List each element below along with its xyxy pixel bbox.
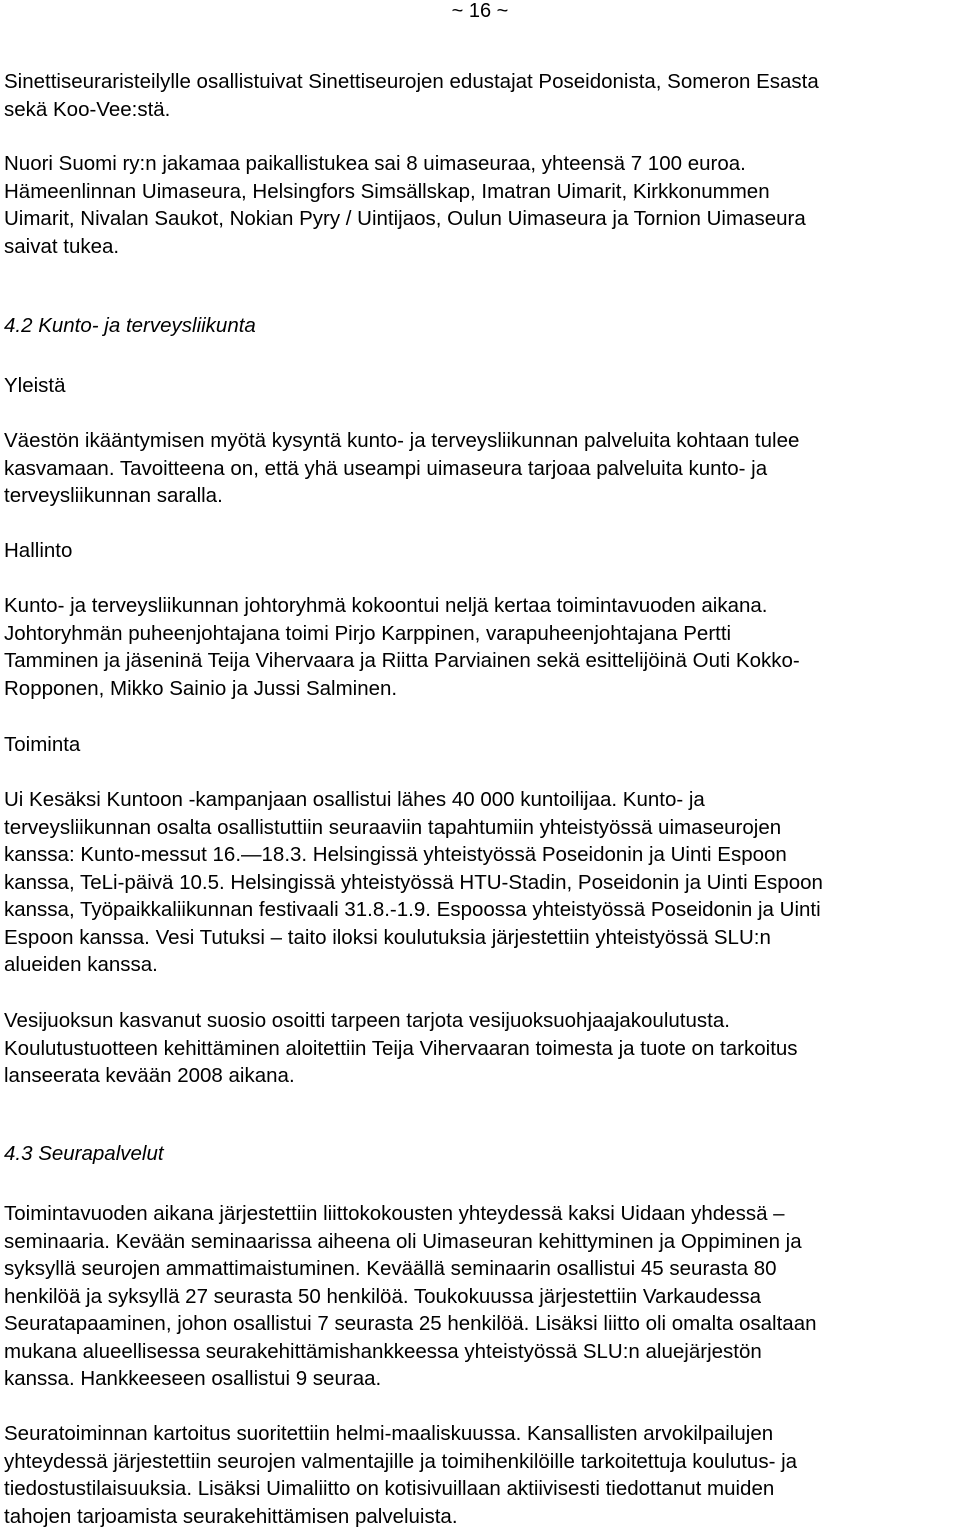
subheading-hallinto: Hallinto xyxy=(4,539,73,562)
subheading-toiminta: Toiminta xyxy=(4,733,81,756)
paragraph-paikallistuki: Nuori Suomi ry:n jakamaa paikallistukea sai 8 uimaseuraa, yhteensä 7 100 euroa. Hämeenlinnan Uimaseura, Helsingfors Simsällskap, Imatran Uimarit, Kirkkonummen Uimarit, Nivalan Saukot, Nokian Pyry / Uintijaos, Oulun Uimaseura ja Tornion Uimaseura saivat tukea. xyxy=(4,152,806,258)
paragraph-yleista: Väestön ikääntymisen myötä kysyntä kunto- ja terveysliikunnan palveluita kohtaan tulee kasvamaan. Tavoitteena on, että yhä useampi uimaseura tarjoaa palveluita kunto- ja terveysliikunnan saralla. xyxy=(4,429,800,507)
paragraph-seminaarit: Toimintavuoden aikana järjestettiin liittokokousten yhteydessä kaksi Uidaan yhdessä – seminaaria. Kevään seminaarissa aiheena oli Uimaseuran kehittyminen ja Oppiminen ja syksyllä seurojen ammattimaistuminen. Keväällä seminaarin osallistui 45 seurasta 80 henkilöä ja syksyllä 27 seurasta 50 henkilöä. Toukokuussa järjestettiin Varkaudessa Seuratapaaminen, johon osallistui 7 seurasta 25 henkilöä. Lisäksi liitto oli omalta osaltaan mukana alueellisessa seurakehittämishankkeessa yhteistyössä SLU:n aluejärjestön kanssa. Hankkeeseen osallistui 9 seuraa. xyxy=(4,1202,817,1390)
page-number: ~ 16 ~ xyxy=(451,0,509,22)
paragraph-hallinto: Kunto- ja terveysliikunnan johtoryhmä kokoontui neljä kertaa toimintavuoden aikana. Johtoryhmän puheenjohtajana toimi Pirjo Karppinen, varapuheenjohtajana Pertti Tamminen ja jäseninä Teija Vihervaara ja Riitta Parviainen sekä esittelijöinä Outi Kokko- Ropponen, Mikko Sainio ja Jussi Salminen. xyxy=(4,594,800,700)
paragraph-kartoitus: Seuratoiminnan kartoitus suoritettiin helmi-maaliskuussa. Kansallisten arvokilpailujen yhteydessä järjestettiin seurojen valmentajille ja toimihenkilöille tarkoitettuja koulutus- ja tiedostustilaisuuksia. Lisäksi Uimaliitto on kotisivuillaan aktiivisesti tiedottanut muiden tahojen tarjoamista seurakehittämisen palveluista. xyxy=(4,1422,798,1528)
section-heading-4-2: 4.2 Kunto- ja terveysliikunta xyxy=(4,314,256,337)
section-heading-4-3: 4.3 Seurapalvelut xyxy=(4,1142,164,1165)
paragraph-sinettiseurat: Sinettiseuraristeilylle osallistuivat Sinettiseurojen edustajat Poseidonista, Someron Esasta sekä Koo-Vee:stä. xyxy=(4,70,819,121)
paragraph-vesijuoksu: Vesijuoksun kasvanut suosio osoitti tarpeen tarjota vesijuoksuohjaajakoulutusta. Koulutustuotteen kehittäminen aloitettiin Teija Vihervaaran toimesta ja tuote on tarkoitus lanseerata kevään 2008 aikana. xyxy=(4,1009,798,1087)
paragraph-toiminta: Ui Kesäksi Kuntoon -kampanjaan osallistui lähes 40 000 kuntoilijaa. Kunto- ja terveysliikunnan osalta osallistuttiin seuraaviin tapahtumiin yhteistyössä uimaseurojen kanssa: Kunto-messut 16.—18.3. Helsingissä yhteistyössä Poseidonin ja Uinti Espoon kanssa, TeLi-päivä 10.5. Helsingissä yhteistyössä HTU-Stadin, Poseidonin ja Uinti Espoon kanssa, Työpaikkaliikunnan festivaali 31.8.-1.9. Espoossa yhteistyössä Poseidonin ja Uinti Espoon kanssa. Vesi Tutuksi – taito iloksi koulutuksia järjestettiin yhteistyössä SLU:n alueiden kanssa. xyxy=(4,788,823,976)
subheading-yleista: Yleistä xyxy=(4,374,66,397)
